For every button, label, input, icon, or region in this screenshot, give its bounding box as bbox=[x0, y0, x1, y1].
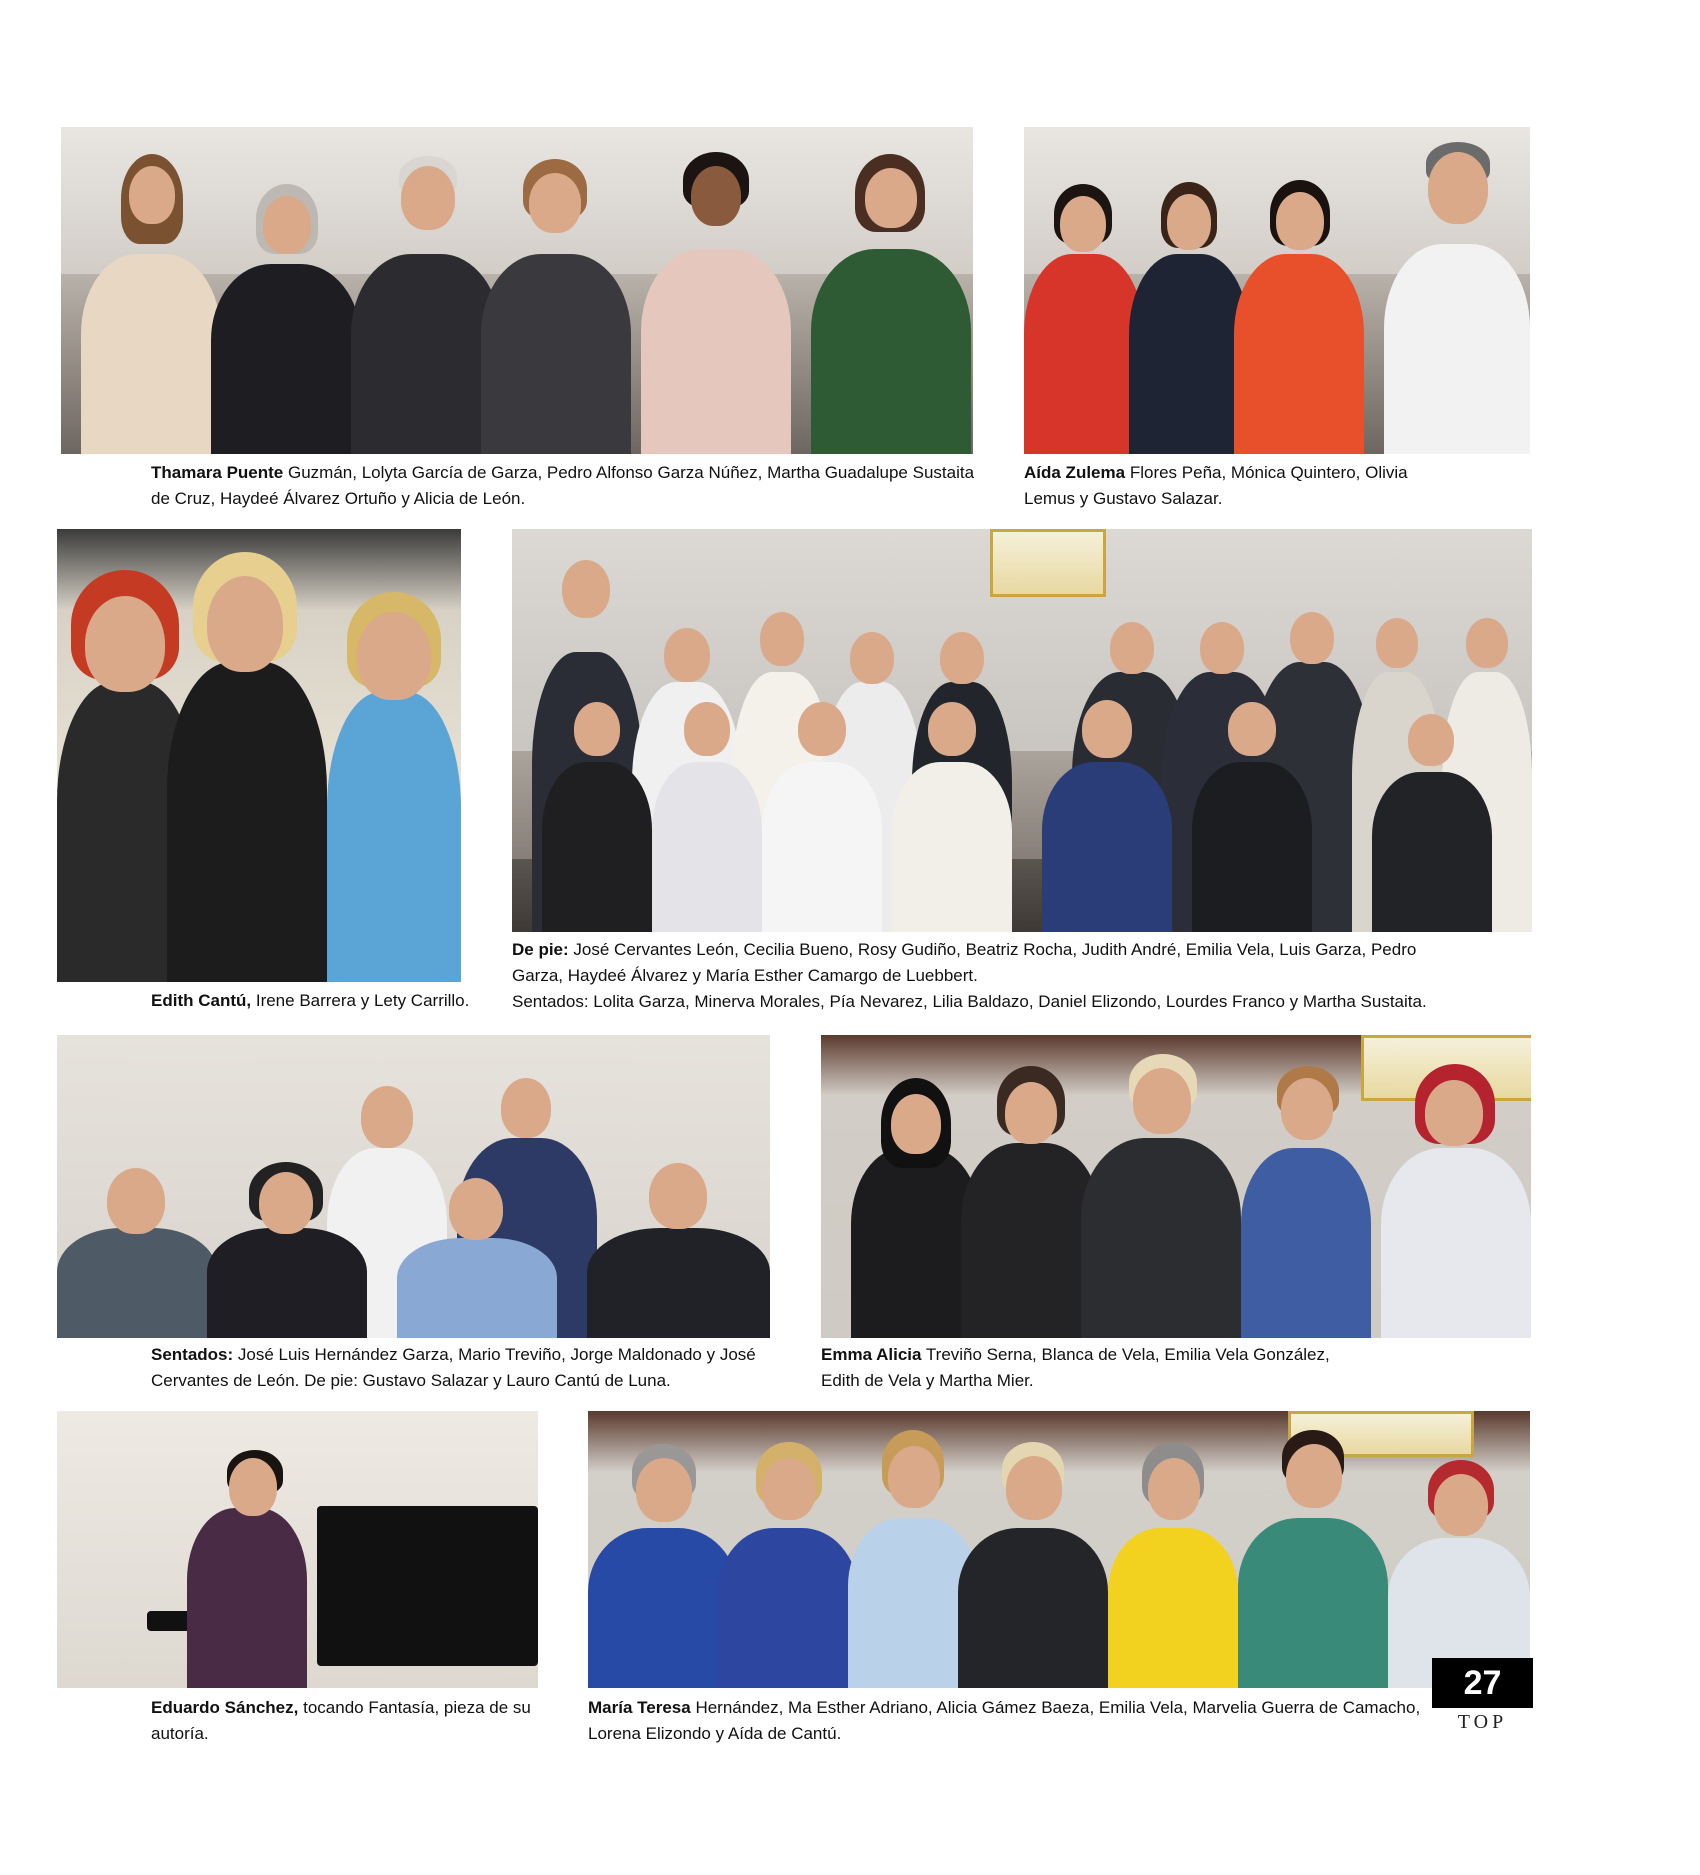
person-figure bbox=[157, 1438, 337, 1688]
person-figure bbox=[167, 532, 327, 982]
person-figure bbox=[1238, 1428, 1388, 1688]
person-figure bbox=[588, 1438, 738, 1688]
caption-text: tocando Fantasía, pieza de su bbox=[303, 1698, 531, 1717]
caption-photo-3 bbox=[151, 988, 481, 1014]
caption-text: autoría. bbox=[151, 1724, 209, 1743]
person-figure bbox=[1388, 1458, 1530, 1688]
page-number: 27 bbox=[1432, 1658, 1533, 1708]
person-figure bbox=[1241, 1058, 1371, 1338]
person-figure bbox=[811, 144, 971, 454]
magazine-brand: TOP bbox=[1457, 1711, 1508, 1733]
person-figure bbox=[351, 144, 501, 454]
caption-photo-7 bbox=[151, 1695, 551, 1747]
person-figure bbox=[57, 1168, 217, 1338]
person-figure bbox=[641, 144, 791, 454]
caption-bold-name: María Teresa bbox=[588, 1698, 691, 1717]
caption-photo-2 bbox=[1024, 460, 1530, 512]
caption-text: José Cervantes León, Cecilia Bueno, Rosy Gudiño, Beatriz Rocha, Judith André, Emilia Vela, Luis Garza, Pedro bbox=[573, 940, 1417, 959]
person-figure bbox=[1024, 164, 1144, 454]
caption-photo-1 bbox=[151, 460, 981, 512]
photo-pianist bbox=[57, 1411, 538, 1688]
piano bbox=[317, 1506, 538, 1666]
caption-bold-name: Emma Alicia bbox=[821, 1345, 922, 1364]
person-figure bbox=[481, 149, 631, 454]
caption-text: José Luis Hernández Garza, Mario Treviño, Jorge Maldonado y José bbox=[237, 1345, 756, 1364]
caption-text: de Cruz, Haydeé Álvarez Ortuño y Alicia de León. bbox=[151, 489, 526, 508]
person-figure bbox=[1081, 1048, 1241, 1338]
caption-text: Cervantes de León. De pie: Gustavo Salazar y Lauro Cantú de Luna. bbox=[151, 1371, 671, 1390]
person-figure bbox=[207, 1168, 367, 1338]
photo-large-group bbox=[512, 529, 1532, 932]
person-figure bbox=[958, 1438, 1108, 1688]
caption-text: Irene Barrera y Lety Carrillo. bbox=[255, 991, 470, 1010]
caption-text: Guzmán, Lolyta García de Garza, Pedro Alfonso Garza Núñez, Martha Guadalupe Sustaita bbox=[288, 463, 975, 482]
photo-seven-women bbox=[588, 1411, 1530, 1688]
person-figure bbox=[211, 164, 361, 454]
person-figure bbox=[961, 1058, 1101, 1338]
caption-bold-name: Edith Cantú, bbox=[151, 991, 252, 1010]
caption-text: Lemus y Gustavo Salazar. bbox=[1024, 489, 1223, 508]
person-figure bbox=[762, 682, 882, 932]
caption-text: Flores Peña, Mónica Quintero, Olivia bbox=[1129, 463, 1408, 482]
photo-group-four-guests bbox=[1024, 127, 1530, 454]
caption-text: Sentados: Lolita Garza, Minerva Morales, Pía Nevarez, Lilia Baldazo, Daniel Elizondo, Lourdes Franco y Martha Sustaita. bbox=[512, 992, 1427, 1011]
caption-bold-name: De pie: bbox=[512, 940, 569, 959]
person-figure bbox=[1129, 164, 1249, 454]
person-figure bbox=[542, 682, 652, 932]
photo-five-women bbox=[821, 1035, 1531, 1338]
caption-text: Treviño Serna, Blanca de Vela, Emilia Vela González, bbox=[925, 1345, 1330, 1364]
photo-three-women bbox=[57, 529, 461, 982]
person-figure bbox=[892, 682, 1012, 932]
caption-photo-4 bbox=[512, 937, 1512, 1015]
person-figure bbox=[397, 1178, 557, 1338]
caption-text: Garza, Haydeé Álvarez y María Esther Camargo de Luebbert. bbox=[512, 966, 978, 985]
person-figure bbox=[1372, 692, 1492, 932]
caption-bold-name: Aída Zulema bbox=[1024, 463, 1126, 482]
person-figure bbox=[1042, 682, 1172, 932]
person-figure bbox=[718, 1438, 858, 1688]
photo-seated-men bbox=[57, 1035, 770, 1338]
photo-group-award-winners bbox=[61, 127, 973, 454]
caption-photo-6 bbox=[821, 1342, 1521, 1394]
caption-photo-5 bbox=[151, 1342, 781, 1394]
caption-bold-name: Eduardo Sánchez, bbox=[151, 1698, 299, 1717]
person-figure bbox=[652, 682, 762, 932]
person-figure bbox=[81, 144, 221, 454]
person-figure bbox=[1234, 164, 1364, 454]
caption-photo-8 bbox=[588, 1695, 1428, 1747]
person-figure bbox=[1192, 682, 1312, 932]
person-figure bbox=[1108, 1438, 1238, 1688]
caption-text: Hernández, Ma Esther Adriano, Alicia Gámez Baeza, Emilia Vela, Marvelia Guerra de Camacho, bbox=[695, 1698, 1421, 1717]
caption-text: Lorena Elizondo y Aída de Cantú. bbox=[588, 1724, 842, 1743]
person-figure bbox=[327, 562, 461, 982]
caption-bold-name: Thamara Puente bbox=[151, 463, 284, 482]
person-figure bbox=[1384, 134, 1530, 454]
person-figure bbox=[1381, 1058, 1531, 1338]
caption-text: Edith de Vela y Martha Mier. bbox=[821, 1371, 1034, 1390]
person-figure bbox=[587, 1163, 770, 1338]
caption-bold-name: Sentados: bbox=[151, 1345, 234, 1364]
